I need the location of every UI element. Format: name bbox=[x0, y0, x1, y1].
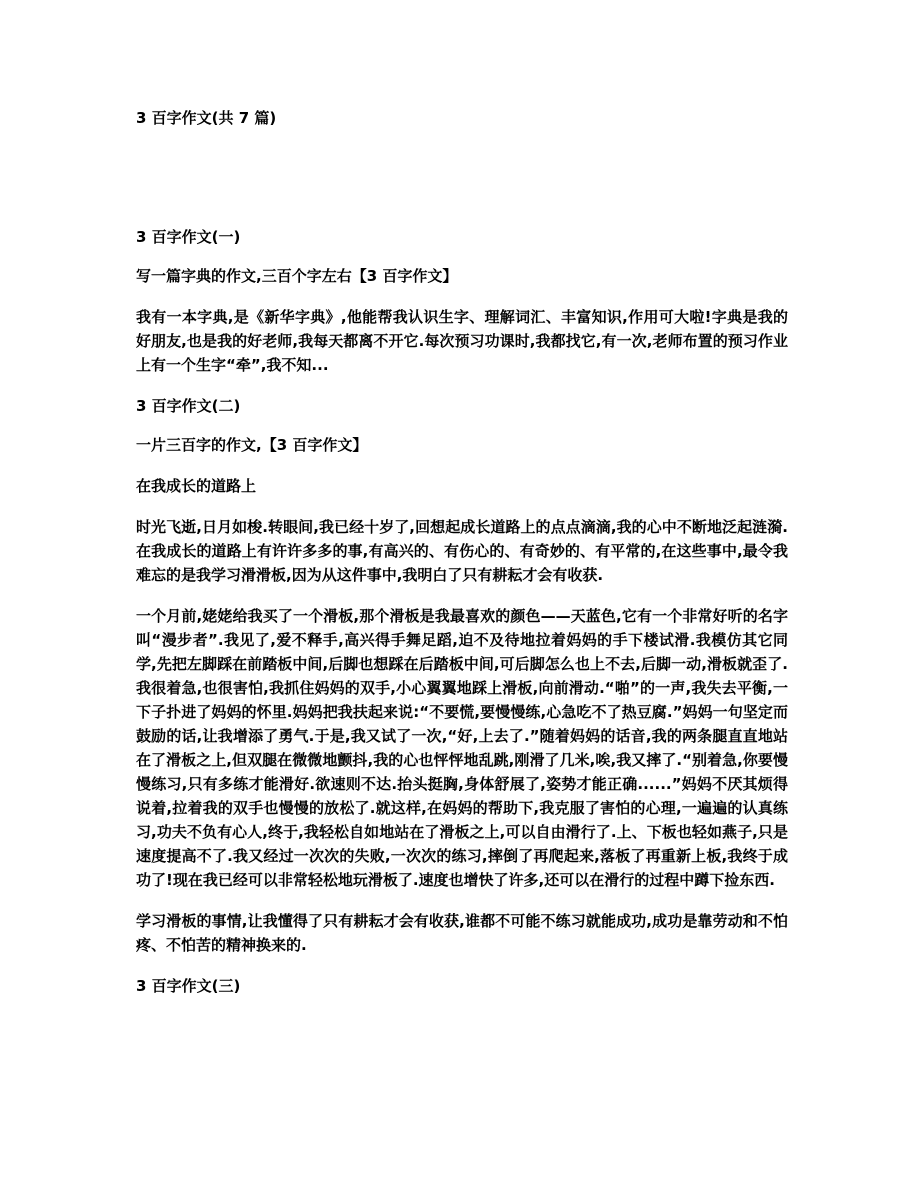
section-heading-3: 3 百字作文(三) bbox=[136, 977, 241, 995]
essay-title-2: 在我成长的道路上 bbox=[136, 477, 257, 495]
essay-paragraph-1: 时光飞逝,日月如梭.转眼间,我已经十岁了,回想起成长道路上的点点滴滴,我的心中不断地泛起涟漪.在我成长的道路上有许许多多的事,有高兴的、有伤心的、有奇妙的、有平常的,在这些事中,最令我难忘的是我学习滑滑板,因为从这件事中,我明白了只有耕耘才会有收获. bbox=[136, 518, 788, 584]
document-body bbox=[136, 225, 788, 1013]
essay-paragraph-3: 学习滑板的事情,让我懂得了只有耕耘才会有收获,谁都不可能不练习就能成功,成功是靠劳动和不怕疼、不怕苦的精神换来的. bbox=[136, 912, 788, 954]
essay-prompt-1: 写一篇字典的作文,三百个字左右【3 百字作文】 bbox=[136, 267, 458, 285]
essay-excerpt-1: 我有一本字典,是《新华字典》,他能帮我认识生字、理解词汇、丰富知识,作用可大啦!字典是我的好朋友,也是我的好老师,我每天都离不开它.每次预习功课时,我都找它,有一次,老师布置的预习作业上有一个生字“牵”,我不知... bbox=[136, 308, 788, 374]
section-heading-1: 3 百字作文(一) bbox=[136, 228, 241, 246]
document-title: 3 百字作文(共 7 篇) bbox=[136, 109, 277, 127]
essay-prompt-2: 一片三百字的作文,【3 百字作文】 bbox=[136, 436, 368, 454]
essay-paragraph-2: 一个月前,姥姥给我买了一个滑板,那个滑板是我最喜欢的颜色——天蓝色,它有一个非常好听的名字叫“漫步者”.我见了,爱不释手,高兴得手舞足蹈,迫不及待地拉着妈妈的手下楼试滑.我模仿其它同学,先把左脚踩在前踏板中间,后脚也想踩在后踏板中间,可后脚怎么也上不去,后脚一动,滑板就歪了.我很着急,也很害怕,我抓住妈妈的双手,小心翼翼地踩上滑板,向前滑动.“啪”的一声,我失去平衡,一下子扑进了妈妈的怀里.妈妈把我扶起来说:“不要慌,要慢慢练,心急吃不了热豆腐.”妈妈一句坚定而鼓励的话,让我增添了勇气.于是,我又试了一次,“好,上去了.”随着妈妈的话音,我的两条腿直直地站在了滑板之上,但双腿在微微地颤抖,我的心也怦怦地乱跳,刚滑了几米,唉,我又摔了.“别着急,你要慢慢练习,只有多练才能滑好.欲速则不达.抬头挺胸,身体舒展了,姿势才能正确......”妈妈不厌其烦得说着,拉着我的双手也慢慢的放松了.就这样,在妈妈的帮助下,我克服了害怕的心理,一遍遍的认真练习,功夫不负有心人,终于,我轻松自如地站在了滑板之上,可以自由滑行了.上、下板也轻如燕子,只是速度提高不了.我又经过一次次的失败,一次次的练习,摔倒了再爬起来,落板了再重新上板,我终于成功了!现在我已经可以非常轻松地玩滑板了.速度也增快了许多,还可以在滑行的过程中蹲下捡东西. bbox=[136, 607, 788, 889]
section-heading-2: 3 百字作文(二) bbox=[136, 397, 241, 415]
